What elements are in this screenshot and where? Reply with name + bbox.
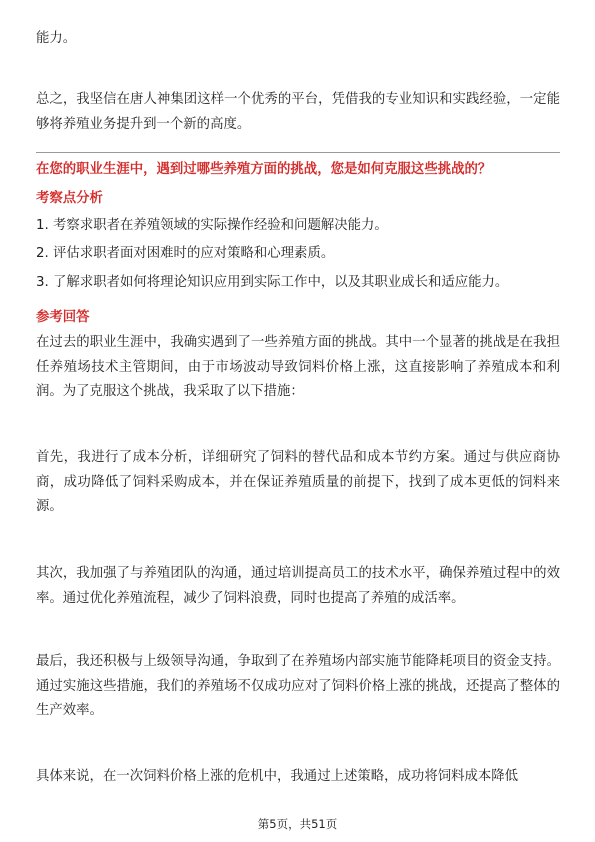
analysis-item: 2. 评估求职者面对困难时的应对策略和心理素质。 <box>36 246 335 261</box>
answer-paragraph: 具体来说，在一次饲料价格上涨的危机中，我通过上述策略，成功将饲料成本降低 <box>36 769 519 784</box>
intro-line: 能力。 <box>36 31 77 46</box>
answer-paragraph: 最后，我还积极与上级领导沟通，争取到了在养殖场内部实施节能降耗项目的资金支持。通过实施这些措施，我们的养殖场不仅成功应对了饲料价格上涨的挑战，还提高了整体的生产效率。 <box>36 654 560 719</box>
answer-title: 参考回答 <box>36 310 90 325</box>
interview-question: 在您的职业生涯中，遇到过哪些养殖方面的挑战，您是如何克服这些挑战的？ <box>36 162 492 177</box>
page-footer: 第5页，共51页 <box>257 817 338 831</box>
analysis-item: 1. 考察求职者在养殖领域的实际操作经验和问题解决能力。 <box>36 218 388 233</box>
answer-paragraph: 首先，我进行了成本分析，详细研究了饲料的替代品和成本节约方案。通过与供应商协商，成功降低了饲料采购成本，并在保证养殖质量的前提下，找到了成本更低的饲料来源。 <box>36 450 560 515</box>
section-divider <box>36 152 560 153</box>
answer-paragraph: 其次，我加强了与养殖团队的沟通，通过培训提高员工的技术水平，确保养殖过程中的效率。通过优化养殖流程，减少了饲料浪费，同时也提高了养殖的成活率。 <box>36 566 560 606</box>
analysis-item: 3. 了解求职者如何将理论知识应用到实际工作中，以及其职业成长和适应能力。 <box>36 275 509 290</box>
conclusion-paragraph: 总之，我坚信在唐人神集团这样一个优秀的平台，凭借我的专业知识和实践经验，一定能够将养殖业务提升到一个新的高度。 <box>36 92 560 132</box>
answer-paragraph: 在过去的职业生涯中，我确实遇到了一些养殖方面的挑战。其中一个显著的挑战是在我担任养殖场技术主管期间，由于市场波动导致饲料价格上涨，这直接影响了养殖成本和利润。为了克服这个挑战，我采取了以下措施： <box>36 335 560 400</box>
analysis-title: 考察点分析 <box>36 191 103 206</box>
